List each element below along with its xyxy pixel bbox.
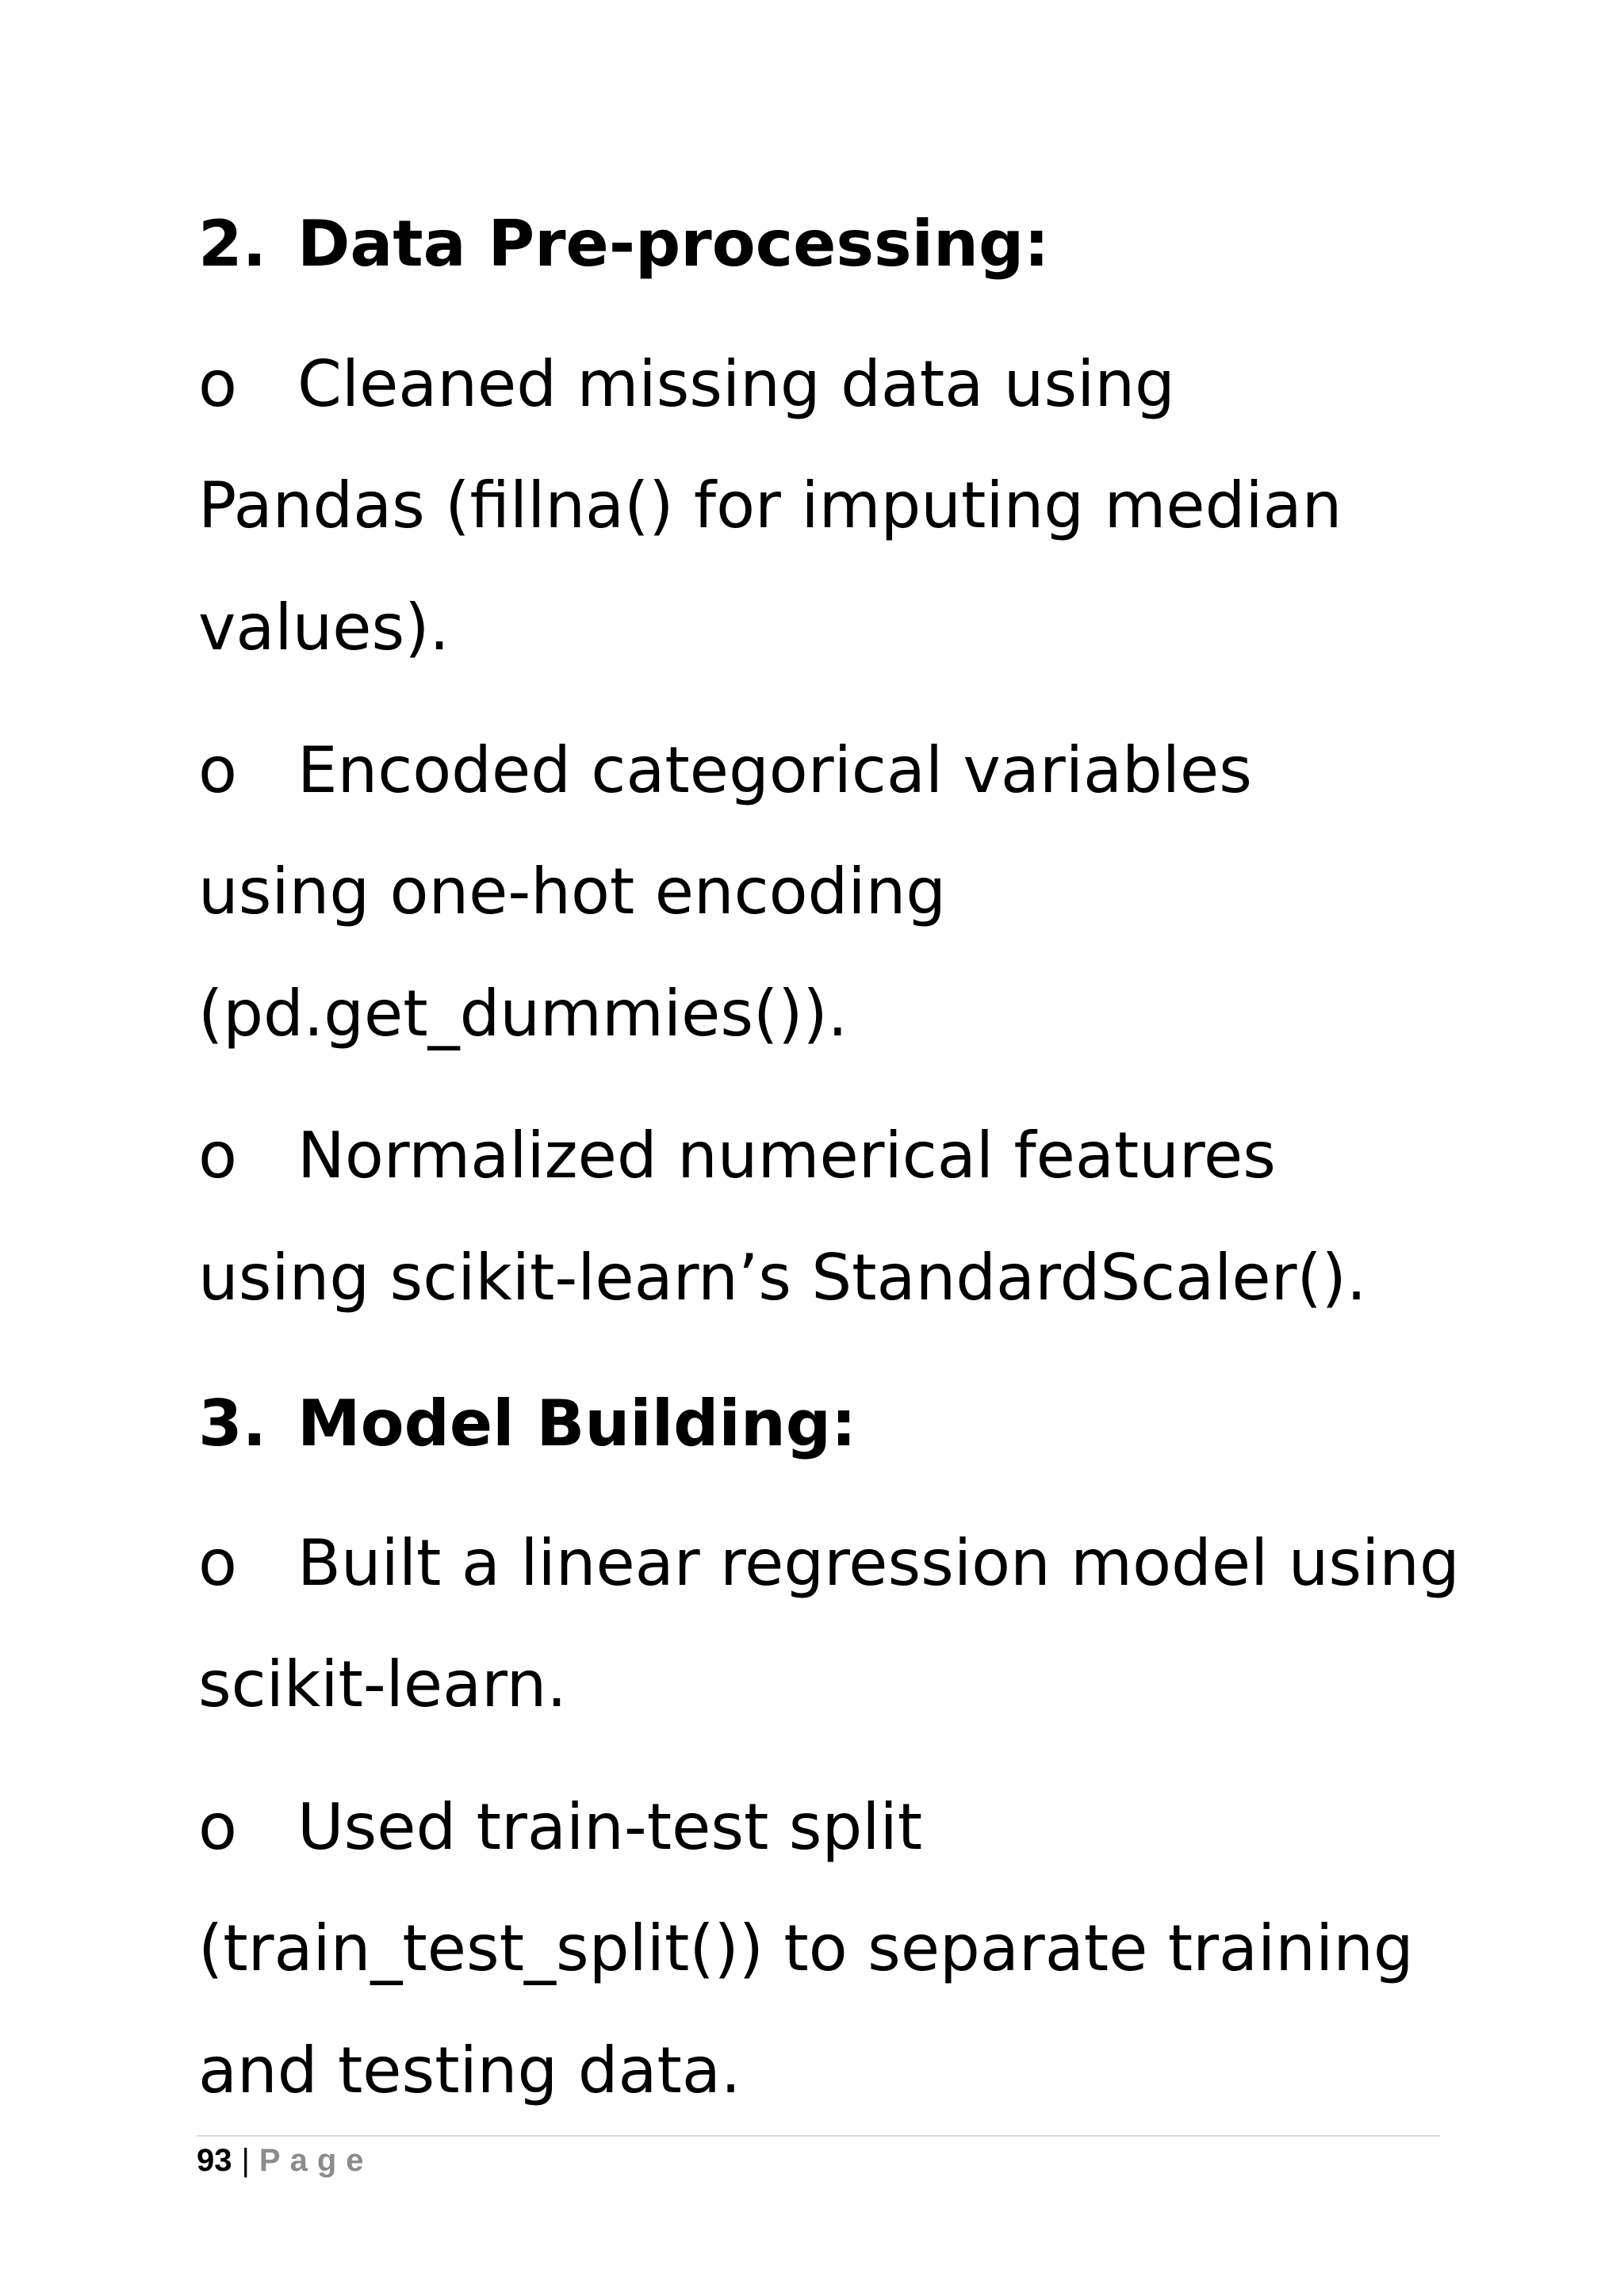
section-heading-data-preprocessing (198, 207, 1050, 281)
bullet-marker: o (198, 1119, 237, 1192)
section-title: Data Pre-processing: (297, 207, 1050, 281)
page-label: Page (259, 2143, 373, 2178)
list-item-line (198, 1526, 1460, 1600)
bullet-marker: o (198, 347, 237, 421)
list-item-line: using one-hot encoding (198, 855, 947, 928)
list-item-line: scikit-learn. (198, 1647, 567, 1721)
section-title: Model Building: (297, 1387, 857, 1460)
list-item-line: Pandas (fillna() for imputing median (198, 469, 1342, 542)
list-item-text: Encoded categorical variables (297, 733, 1252, 807)
bullet-marker: o (198, 1526, 237, 1600)
page-footer (197, 2145, 373, 2176)
list-item-line (198, 733, 1252, 807)
list-item-line: values). (198, 591, 450, 664)
list-item-line (198, 1790, 923, 1864)
list-item-text: Cleaned missing data using (297, 347, 1175, 421)
list-item-text: Normalized numerical features (297, 1119, 1276, 1192)
list-item-line: (pd.get_dummies()). (198, 977, 848, 1050)
list-item-line (198, 347, 1175, 421)
section-number: 2. (198, 207, 267, 281)
list-item-line: and testing data. (198, 2034, 741, 2107)
list-item-text: Built a linear regression model using (297, 1526, 1460, 1600)
page-number: 93 (197, 2143, 232, 2178)
list-item-text: Used train-test split (297, 1790, 923, 1864)
bullet-marker: o (198, 733, 237, 807)
footer-separator: | (241, 2143, 250, 2178)
list-item-line (198, 1119, 1276, 1192)
section-heading-model-building (198, 1387, 857, 1460)
section-number: 3. (198, 1387, 267, 1460)
bullet-marker: o (198, 1790, 237, 1864)
list-item-line: using scikit-learn’s StandardScaler(). (198, 1241, 1367, 1314)
footer-divider (197, 2135, 1440, 2137)
list-item-line: (train_test_split()) to separate training (198, 1911, 1414, 1985)
